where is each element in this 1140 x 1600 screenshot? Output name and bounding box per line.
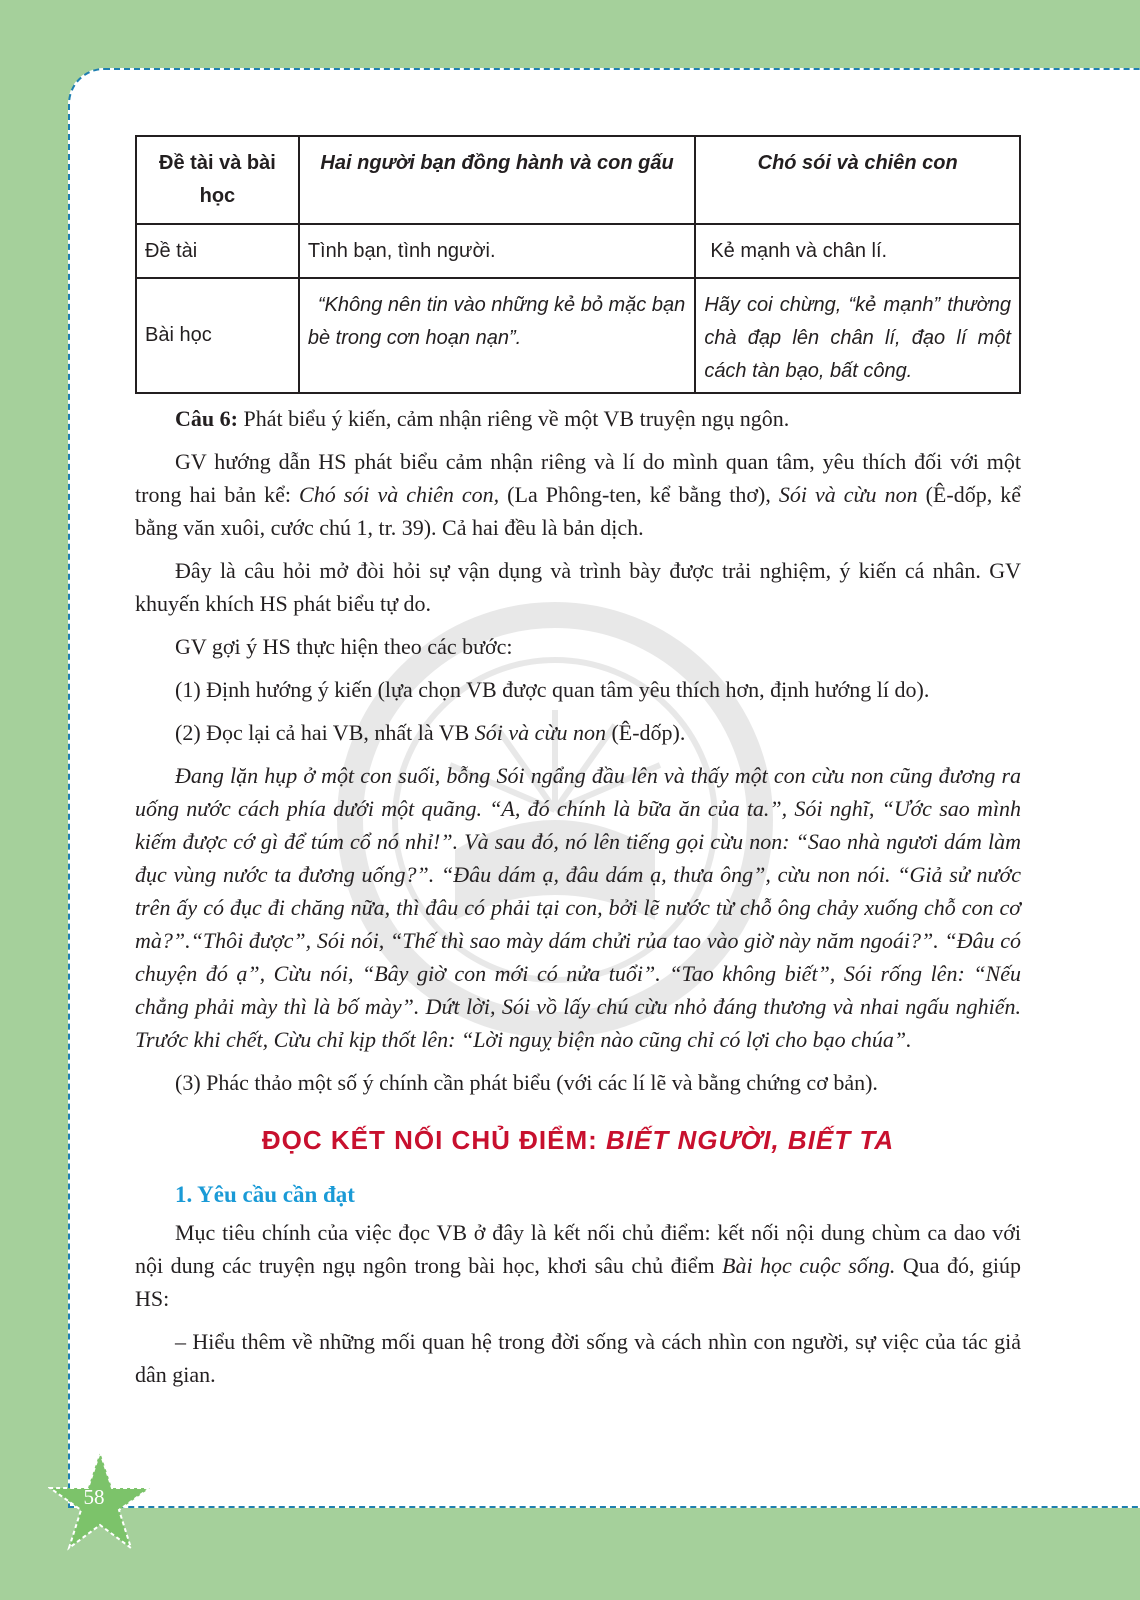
section-heading (135, 1125, 1021, 1156)
question-6 (135, 402, 1021, 435)
table-header-story-2: Chó sói và chiên con (695, 136, 1020, 224)
question-label: Câu 6: (175, 406, 238, 431)
question-text: Phát biểu ý kiến, cảm nhận riêng về một VB truyện ngụ ngôn. (237, 406, 790, 431)
step-3: (3) Phác thảo một số ý chính cần phát biểu (với các lí lẽ và bằng chứng cơ bản). (175, 1070, 878, 1095)
text-span: (Ê-dốp, kể bằng văn xuôi, cước chú 1, tr. 39). Cả hai đều là bản dịch. (135, 482, 1021, 540)
paragraph (135, 1216, 1021, 1315)
table-cell: Hãy coi chừng, “kẻ mạnh” thường chà đạp lên chân lí, đạo lí một cách tàn bạo, bất công. (695, 278, 1020, 393)
body-text (135, 1216, 1021, 1391)
table-cell-label: Bài học (136, 278, 299, 393)
table-cell: “Không nên tin vào những kẻ bỏ mặc bạn bè trong cơn hoạn nạn”. (299, 278, 695, 393)
table-header-story-1: Hai người bạn đồng hành và con gấu (299, 136, 695, 224)
sub-heading: 1. Yêu cầu cần đạt (175, 1182, 355, 1207)
table-row (136, 278, 1020, 393)
table-header-topic: Đề tài và bài học (136, 136, 299, 224)
title-span: Bài học cuộc sống. (722, 1253, 896, 1278)
table-cell: Tình bạn, tình người. (299, 224, 695, 278)
table-row (136, 224, 1020, 278)
table-cell-label: Đề tài (136, 224, 299, 278)
comparison-table (135, 135, 1021, 394)
table-header-row (136, 136, 1020, 224)
section-heading-title: BIẾT NGƯỜI, BIẾT TA (606, 1125, 895, 1155)
title-span: Sói và cừu non (778, 482, 918, 507)
story-quote: Đang lặn hụp ở một con suối, bỗng Sói ngẩng đầu lên và thấy một con cừu non cũng đương ra uống nước cách phía dưới một quãng. “A, đó chính là bữa ăn của ta.”, Sói nghĩ, “Ước sao mình kiếm được cớ gì để túm cổ nó nhỉ!”. Và sau đó, nó lên tiếng gọi cừu non: “Sao nhà ngươi dám làm đục vùng nước ta đương uống?”. “Đâu dám ạ, đâu dám ạ, thưa ông”, cừu non nói. “Giả sử nước trên ấy có đục đi chăng nữa, thì đâu có phải tại con, bởi lẽ nước từ chỗ ông chảy xuống chỗ con cơ mà?”.“Thôi được”, Sói nói, “Thế thì sao mày dám chửi rủa tao vào giờ này năm ngoái?”. “Đâu có chuyện đó ạ”, Cừu nói, “Bây giờ con mới có nửa tuổi”. “Tao không biết”, Sói rống lên: “Nếu chẳng phải mày thì là bố mày”. Dứt lời, Sói vồ lấy chú cừu nhỏ đáng thương và nhai ngấu nghiến. Trước khi chết, Cừu chỉ kịp thốt lên: “Lời nguỵ biện nào cũng chỉ có lợi cho bạo chúa”. (135, 763, 1021, 1052)
text-span: (La Phông-ten, kể bằng thơ), (499, 482, 779, 507)
paragraph (135, 445, 1021, 544)
table-cell: Kẻ mạnh và chân lí. (695, 224, 1020, 278)
page-content (135, 135, 1021, 1401)
title-span: Chó sói và chiên con, (299, 482, 500, 507)
text-span: (2) Đọc lại cả hai VB, nhất là VB (175, 720, 475, 745)
step-1: (1) Định hướng ý kiến (lựa chọn VB được quan tâm yêu thích hơn, định hướng lí do). (175, 677, 930, 702)
paragraph: – Hiểu thêm về những mối quan hệ trong đời sống và cách nhìn con người, sự việc của tác giả dân gian. (135, 1329, 1021, 1387)
text-span: Mục tiêu chính của việc đọc VB ở đây là kết nối chủ điểm: kết nối nội dung chùm ca dao với nội dung các truyện ngụ ngôn trong bài học, khơi sâu chủ điểm (135, 1220, 1021, 1278)
paragraph: Đây là câu hỏi mở đòi hỏi sự vận dụng và trình bày được trải nghiệm, ý kiến cá nhân. GV khuyến khích HS phát biểu tự do. (135, 558, 1021, 616)
title-span: Sói và cừu non (474, 720, 606, 745)
text-span: GV hướng dẫn HS phát biểu cảm nhận riêng và lí do mình quan tâm, yêu thích đối với một trong hai bản kể: (135, 449, 1021, 507)
text-span: Qua đó, giúp HS: (135, 1253, 1022, 1311)
step-2 (135, 716, 1021, 749)
page-number: 58 (83, 1485, 105, 1509)
body-text (135, 402, 1021, 1099)
text-span: (Ê-dốp). (605, 720, 686, 745)
section-heading-prefix: ĐỌC KẾT NỐI CHỦ ĐIỂM: (261, 1125, 606, 1155)
paragraph: GV gợi ý HS thực hiện theo các bước: (175, 634, 513, 659)
